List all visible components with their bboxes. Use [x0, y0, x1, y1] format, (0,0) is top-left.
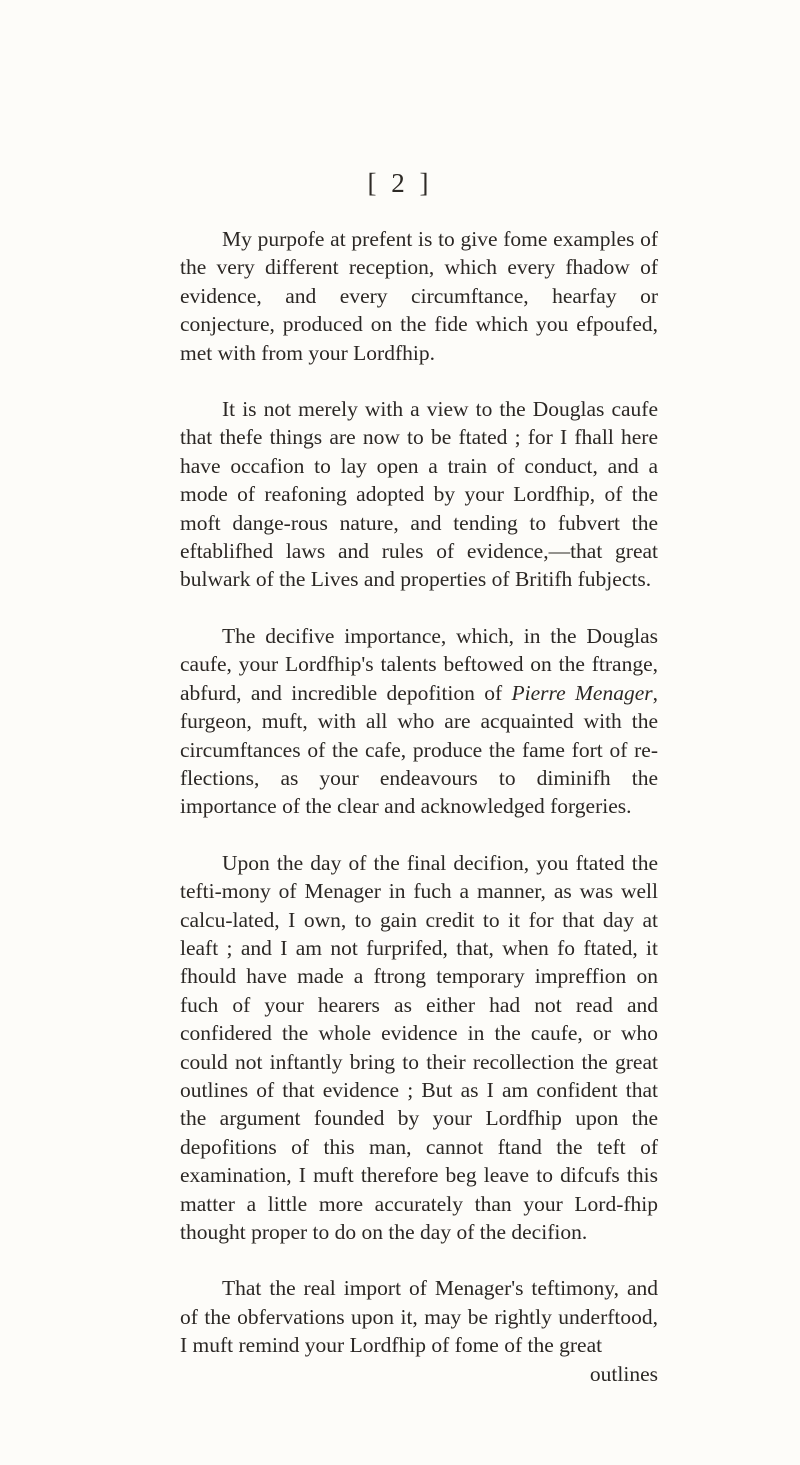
paragraph-2: It is not merely with a view to the Douglas caufe that thefe things are now to be ftated ; for I fhall here have occafion to lay open a train of conduct, and a mode of reafoning adopted by your Lordfhip, of the moft dange-rous nature, and tending to fubvert the eftablifhed laws and rules of evidence,—that great bulwark of the Lives and properties of Britifh fubjects.: [180, 397, 658, 592]
catchword: outlines: [589, 1361, 658, 1386]
body-text: [180, 225, 658, 1388]
paragraph-4: Upon the day of the final decifion, you ftated the tefti-mony of Menager in fuch a manner, as was well calcu-lated, I own, to gain credit to it for that day at leaft ; and I am not furprifed, that, when fo ftated, it fhould have made a ftrong temporary impreffion on fuch of your hearers as either had not read and confidered the whole evidence in the caufe, or who could not inftantly bring to their recollection the great outlines of that evidence ; But as I am confident that the argument founded by your Lordfhip upon the depofitions of this man, cannot ftand the teft of examination, I muft therefore beg leave to difcufs this matter a little more accurately than your Lord-fhip thought proper to do on the day of the decifion.: [180, 850, 658, 1244]
italic-name: Pierre Menager: [511, 680, 653, 705]
paragraph-3: [180, 622, 658, 821]
paragraph-3-text-a: The decifive importance, which, in the Douglas caufe, your Lordfhip's talents beftowed on the ftrange, abfurd, and incredible depofition of: [180, 623, 658, 705]
paragraph-5: That the real import of Menager's teftimony, and of the obfervations upon it, may be rightly underftood, I muft remind your Lordfhip of fome of the great: [180, 1276, 658, 1358]
page-number: [ 2 ]: [367, 168, 433, 198]
paragraph-1: My purpofe at prefent is to give fome examples of the very different reception, which every fhadow of evidence, and every circumftance, hearfay or conjecture, produced on the fide which you efpoufed, met with from your Lordfhip.: [180, 227, 658, 365]
paragraph-3-text-b: , furgeon, muft, with all who are acquainted with the circumftances of the cafe, produce the fame fort of re-flections, as your endeavours to diminifh the importance of the clear and acknowledged forgeries.: [180, 680, 658, 819]
